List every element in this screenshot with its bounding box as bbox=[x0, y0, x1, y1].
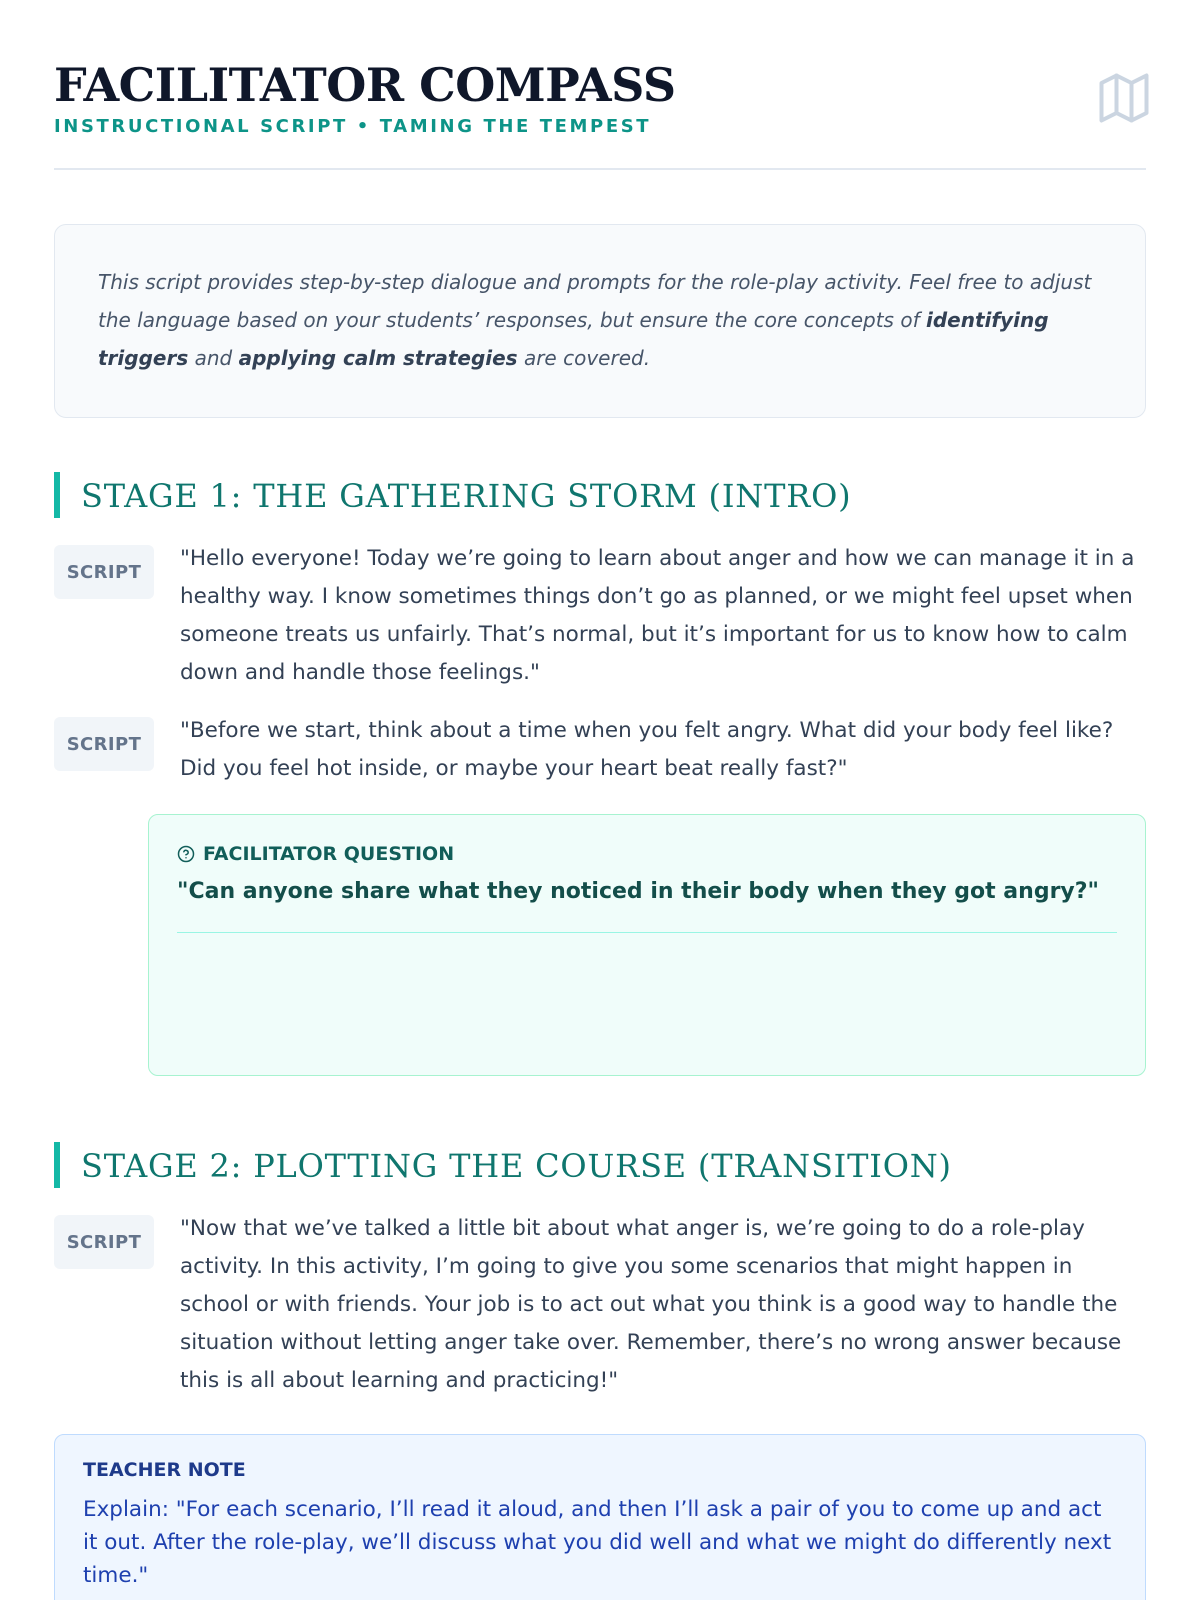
teacher-note-text: Explain: "For each scenario, I’ll read it aloud, and then I’ll ask a pair of you to come up and act it out. After the role-play, we’ll discuss what you did well and what we might do differently next time." bbox=[83, 1497, 1112, 1588]
intro-text: This script provides step-by-step dialogue and prompts for the role-play activity. Feel free to adjust the language based on your students’ responses, but ensure the core concepts of bbox=[98, 270, 1092, 332]
page-header bbox=[54, 0, 1146, 170]
intro-text-and: and bbox=[188, 346, 239, 370]
script-badge: SCRIPT bbox=[54, 717, 154, 771]
facilitator-question-box bbox=[148, 814, 1146, 1076]
script-block bbox=[54, 716, 1146, 788]
stage-1-title: STAGE 1: THE GATHERING STORM (INTRO) bbox=[54, 472, 1146, 520]
script-block bbox=[54, 544, 1146, 692]
page-title: FACILITATOR COMPASS bbox=[54, 58, 676, 112]
stage-2-title: STAGE 2: PLOTTING THE COURSE (TRANSITION) bbox=[54, 1142, 1146, 1190]
page-subtitle: INSTRUCTIONAL SCRIPT • TAMING THE TEMPEST bbox=[54, 116, 652, 137]
intro-box bbox=[54, 224, 1146, 418]
intro-text-end: are covered. bbox=[517, 346, 651, 370]
map-icon bbox=[1094, 68, 1154, 128]
question-circle-icon bbox=[177, 845, 195, 863]
script-block bbox=[54, 1214, 1146, 1400]
teacher-note-label: TEACHER NOTE bbox=[83, 1459, 246, 1481]
intro-emphasis-triggers: identifying triggers bbox=[98, 308, 1049, 370]
facilitator-question-text: "Can anyone share what they noticed in their body when they got angry?" bbox=[177, 879, 1117, 933]
facilitator-question-header bbox=[177, 843, 1117, 865]
script-text: "Now that we’ve talked a little bit about what anger is, we’re going to do a role-play activity. In this activity, I’m going to give you some scenarios that might happen in school or with friends. Your job is to act out what you think is a good way to handle the situation without letting anger take over. Remember, there’s no wrong answer because this is all about learning and practicing!" bbox=[180, 1216, 1122, 1393]
script-badge: SCRIPT bbox=[54, 1215, 154, 1269]
script-text: "Hello everyone! Today we’re going to learn about anger and how we can manage it in a healthy way. I know sometimes things don’t go as planned, or we might feel upset when someone treats us unfairly. That’s normal, but it’s important for us to know how to calm down and handle those feelings." bbox=[180, 546, 1135, 685]
script-text: "Before we start, think about a time when you felt angry. What did your body feel like? Did you feel hot inside, or maybe your heart beat really fast?" bbox=[180, 718, 1114, 781]
facilitator-question-label: FACILITATOR QUESTION bbox=[203, 843, 455, 865]
intro-emphasis-strategies: applying calm strategies bbox=[238, 346, 518, 370]
teacher-note-box bbox=[54, 1434, 1146, 1600]
script-badge: SCRIPT bbox=[54, 545, 154, 599]
